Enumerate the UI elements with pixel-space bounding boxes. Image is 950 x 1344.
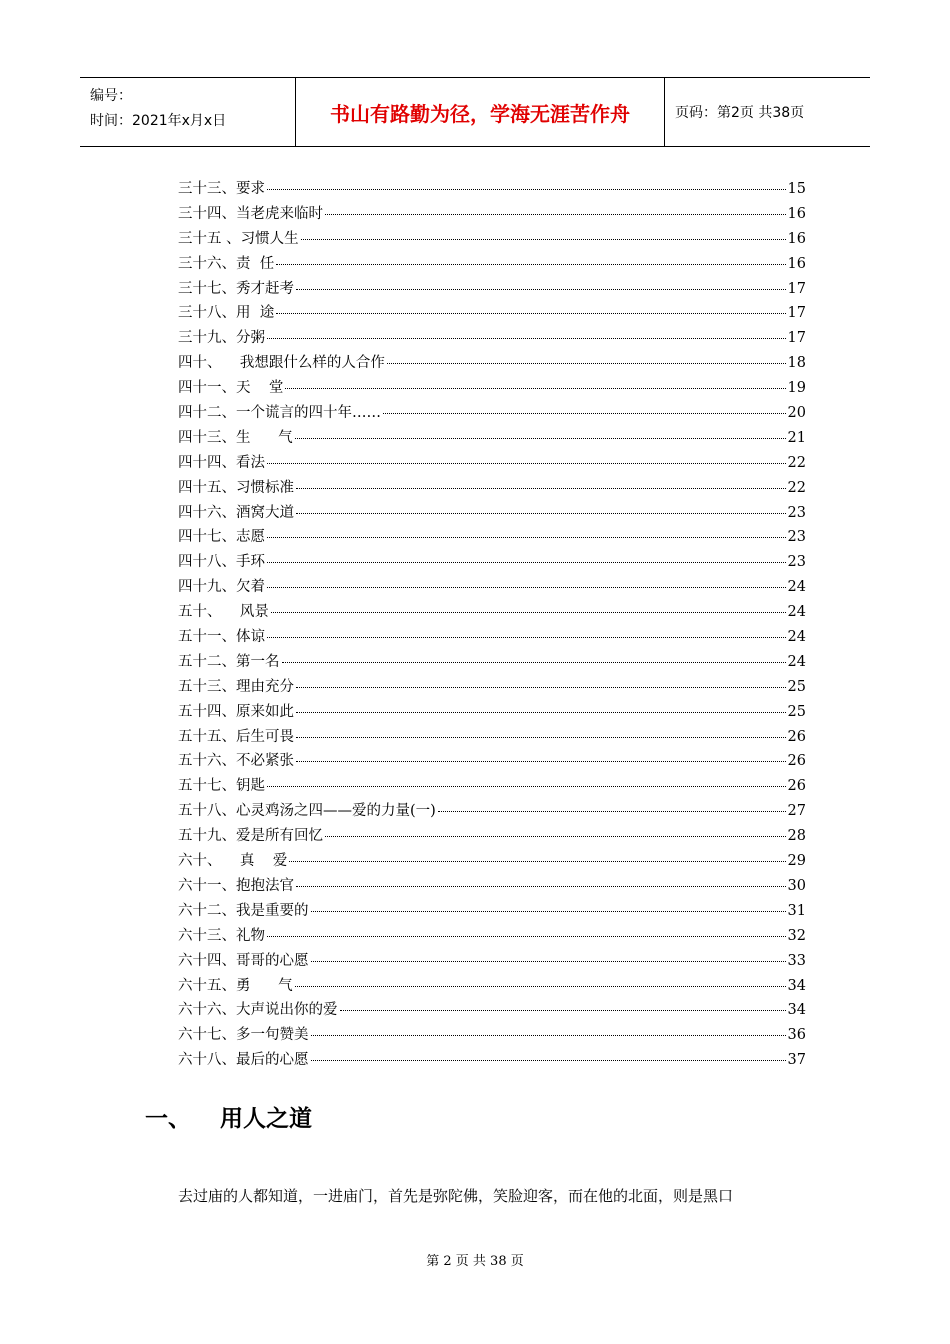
toc-dot-leader <box>267 637 786 638</box>
toc-entry[interactable] <box>178 650 806 675</box>
toc-entry-page: 24 <box>787 604 806 621</box>
toc-dot-leader <box>296 712 786 713</box>
toc-entry-page: 26 <box>787 753 806 770</box>
toc-entry[interactable] <box>178 202 806 227</box>
toc-dot-leader <box>276 313 785 314</box>
toc-dot-leader <box>340 1010 786 1011</box>
toc-entry[interactable] <box>178 575 806 600</box>
toc-entry-page: 17 <box>787 280 806 297</box>
toc-dot-leader <box>289 861 785 862</box>
toc-entry-title: 五十三、理由充分 <box>178 678 294 695</box>
toc-entry-page: 37 <box>787 1052 806 1069</box>
toc-entry[interactable] <box>178 998 806 1023</box>
toc-entry[interactable] <box>178 476 806 501</box>
toc-dot-leader <box>296 687 786 688</box>
toc-entry[interactable] <box>178 252 806 277</box>
toc-entry[interactable] <box>178 550 806 575</box>
toc-entry[interactable] <box>178 824 806 849</box>
toc-dot-leader <box>295 986 786 987</box>
toc-dot-leader <box>282 662 786 663</box>
toc-entry-title: 六十五、勇 气 <box>178 977 293 994</box>
toc-entry-page: 21 <box>787 429 806 446</box>
toc-entry-title: 四十一、天 堂 <box>178 380 284 397</box>
toc-dot-leader <box>301 239 786 240</box>
toc-entry[interactable] <box>178 451 806 476</box>
toc-entry-page: 22 <box>787 454 806 471</box>
toc-entry[interactable] <box>178 426 806 451</box>
toc-dot-leader <box>383 413 786 414</box>
toc-entry[interactable] <box>178 924 806 949</box>
toc-dot-leader <box>311 961 786 962</box>
toc-dot-leader <box>267 786 786 787</box>
toc-entry-page: 25 <box>787 678 806 695</box>
toc-entry[interactable] <box>178 625 806 650</box>
toc-entry[interactable] <box>178 501 806 526</box>
toc-entry-page: 20 <box>787 405 806 422</box>
toc-dot-leader <box>296 488 786 489</box>
toc-entry[interactable] <box>178 899 806 924</box>
toc-entry-page: 26 <box>787 778 806 795</box>
toc-entry-page: 31 <box>787 902 806 919</box>
toc-entry-title: 四十、 我想跟什么样的人合作 <box>178 355 385 372</box>
toc-entry-page: 32 <box>787 927 806 944</box>
page-footer: 第 2 页 共 38 页 <box>426 1254 524 1269</box>
toc-entry[interactable] <box>178 525 806 550</box>
toc-entry-title: 四十五、习惯标准 <box>178 479 294 496</box>
toc-dot-leader <box>267 587 786 588</box>
toc-entry-title: 四十二、一个谎言的四十年…… <box>178 405 381 422</box>
toc-entry-title: 六十二、我是重要的 <box>178 902 309 919</box>
toc-entry-title: 六十一、抱抱法官 <box>178 877 294 894</box>
toc-entry[interactable] <box>178 277 806 302</box>
toc-entry-title: 三十三、要求 <box>178 181 265 197</box>
toc-entry[interactable] <box>178 177 806 202</box>
toc-entry-page: 29 <box>787 853 806 870</box>
toc-entry-page: 27 <box>787 803 806 820</box>
toc-dot-leader <box>267 936 786 937</box>
toc-entry-title: 五十六、不必紧张 <box>178 753 294 770</box>
toc-entry-title: 四十七、志愿 <box>178 529 265 546</box>
toc-entry[interactable] <box>178 351 806 376</box>
toc-dot-leader <box>267 463 786 464</box>
toc-entry-page: 23 <box>787 554 806 571</box>
toc-dot-leader <box>276 264 785 265</box>
toc-entry-title: 四十三、生 气 <box>178 429 293 446</box>
header-page-info: 页码：第2页 共38页 <box>675 105 805 121</box>
toc-entry[interactable] <box>178 326 806 351</box>
toc-entry-page: 16 <box>787 230 806 247</box>
toc-entry-page: 15 <box>787 181 806 197</box>
toc-dot-leader <box>285 388 785 389</box>
toc-entry-page: 16 <box>787 205 806 222</box>
toc-entry[interactable] <box>178 1048 806 1073</box>
toc-entry-page: 30 <box>787 877 806 894</box>
toc-entry-page: 24 <box>787 653 806 670</box>
toc-entry-page: 25 <box>787 703 806 720</box>
toc-dot-leader <box>271 612 786 613</box>
toc-entry-page: 22 <box>787 479 806 496</box>
toc-entry-title: 五十四、原来如此 <box>178 703 294 720</box>
page-header <box>80 77 870 147</box>
toc-entry-title: 六十、 真 爱 <box>178 853 288 870</box>
toc-entry-page: 36 <box>787 1027 806 1044</box>
serial-label: 编号： <box>90 88 132 104</box>
toc-dot-leader <box>311 1035 786 1036</box>
toc-entry[interactable] <box>178 401 806 426</box>
toc-entry-title: 五十一、体谅 <box>178 629 265 646</box>
toc-entry-page: 17 <box>787 305 806 322</box>
toc-entry-title: 三十六、责 任 <box>178 255 275 272</box>
toc-entry[interactable] <box>178 675 806 700</box>
toc-entry-page: 28 <box>787 828 806 845</box>
toc-entry-title: 五十、 风景 <box>178 604 269 621</box>
toc-dot-leader <box>267 537 786 538</box>
toc-entry-page: 23 <box>787 504 806 521</box>
toc-entry-title: 六十七、多一句赞美 <box>178 1027 309 1044</box>
toc-entry-page: 18 <box>787 355 806 372</box>
section-heading <box>145 1100 312 1133</box>
body-paragraph: 去过庙的人都知道，一进庙门，首先是弥陀佛，笑脸迎客，而在他的北面，则是黑口 <box>178 1187 734 1205</box>
date-label: 时间：2021年x月x日 <box>90 113 227 129</box>
toc-entry-title: 三十七、秀才赶考 <box>178 280 294 297</box>
toc-entry[interactable] <box>178 301 806 326</box>
toc-entry-title: 三十九、分粥 <box>178 330 265 347</box>
toc-dot-leader <box>296 513 786 514</box>
toc-entry[interactable] <box>178 600 806 625</box>
toc-dot-leader <box>267 562 786 563</box>
toc-dot-leader <box>296 289 786 290</box>
toc-entry[interactable] <box>178 227 806 252</box>
toc-dot-leader <box>311 1060 786 1061</box>
toc-entry-title: 三十五 、习惯人生 <box>178 230 299 247</box>
toc-entry[interactable] <box>178 799 806 824</box>
toc-entry-page: 23 <box>787 529 806 546</box>
toc-dot-leader <box>387 363 786 364</box>
toc-entry-page: 26 <box>787 728 806 745</box>
toc-entry[interactable] <box>178 700 806 725</box>
toc-entry-title: 五十八、心灵鸡汤之四——爱的力量(一) <box>178 803 436 820</box>
toc-dot-leader <box>267 189 786 190</box>
section-title: 用人之道 <box>220 1106 312 1132</box>
toc-entry-page: 19 <box>787 380 806 397</box>
toc-entry-title: 六十六、大声说出你的爱 <box>178 1002 338 1019</box>
section-number: 一、 <box>145 1106 191 1132</box>
toc-dot-leader <box>296 737 786 738</box>
toc-entry[interactable] <box>178 1023 806 1048</box>
toc-entry-title: 六十八、最后的心愿 <box>178 1052 309 1069</box>
toc-dot-leader <box>311 911 786 912</box>
toc-dot-leader <box>295 438 786 439</box>
header-meta <box>80 78 295 146</box>
toc-entry[interactable] <box>178 376 806 401</box>
toc-dot-leader <box>296 761 786 762</box>
toc-entry[interactable] <box>178 949 806 974</box>
header-motto: 书山有路勤为径，学海无涯苦作舟 <box>295 78 665 146</box>
toc-entry[interactable] <box>178 774 806 799</box>
toc-entry-page: 24 <box>787 579 806 596</box>
toc-entry-page: 34 <box>787 1002 806 1019</box>
toc-dot-leader <box>438 811 786 812</box>
toc-entry-page: 33 <box>787 952 806 969</box>
toc-dot-leader <box>325 836 786 837</box>
toc-dot-leader <box>325 214 786 215</box>
toc-entry-page: 34 <box>787 977 806 994</box>
toc-entry-title: 五十五、后生可畏 <box>178 728 294 745</box>
toc-dot-leader <box>267 338 786 339</box>
toc-entry-page: 24 <box>787 629 806 646</box>
toc-entry-page: 17 <box>787 330 806 347</box>
toc-entry[interactable] <box>178 725 806 750</box>
toc-entry-title: 三十八、用 途 <box>178 305 275 322</box>
toc-entry[interactable] <box>178 749 806 774</box>
toc-dot-leader <box>296 886 786 887</box>
toc-entry[interactable] <box>178 974 806 999</box>
toc-entry-title: 五十二、第一名 <box>178 653 280 670</box>
toc-entry-title: 六十四、哥哥的心愿 <box>178 952 309 969</box>
toc-entry[interactable] <box>178 849 806 874</box>
toc-entry-title: 四十九、欠着 <box>178 579 265 596</box>
toc-entry-title: 五十七、钥匙 <box>178 778 265 795</box>
table-of-contents <box>178 177 806 1073</box>
toc-entry[interactable] <box>178 874 806 899</box>
toc-entry-title: 五十九、爱是所有回忆 <box>178 828 323 845</box>
toc-entry-title: 四十六、酒窝大道 <box>178 504 294 521</box>
toc-entry-title: 四十四、看法 <box>178 454 265 471</box>
toc-entry-title: 三十四、当老虎来临时 <box>178 205 323 222</box>
toc-entry-title: 六十三、礼物 <box>178 927 265 944</box>
toc-entry-title: 四十八、手环 <box>178 554 265 571</box>
toc-entry-page: 16 <box>787 255 806 272</box>
